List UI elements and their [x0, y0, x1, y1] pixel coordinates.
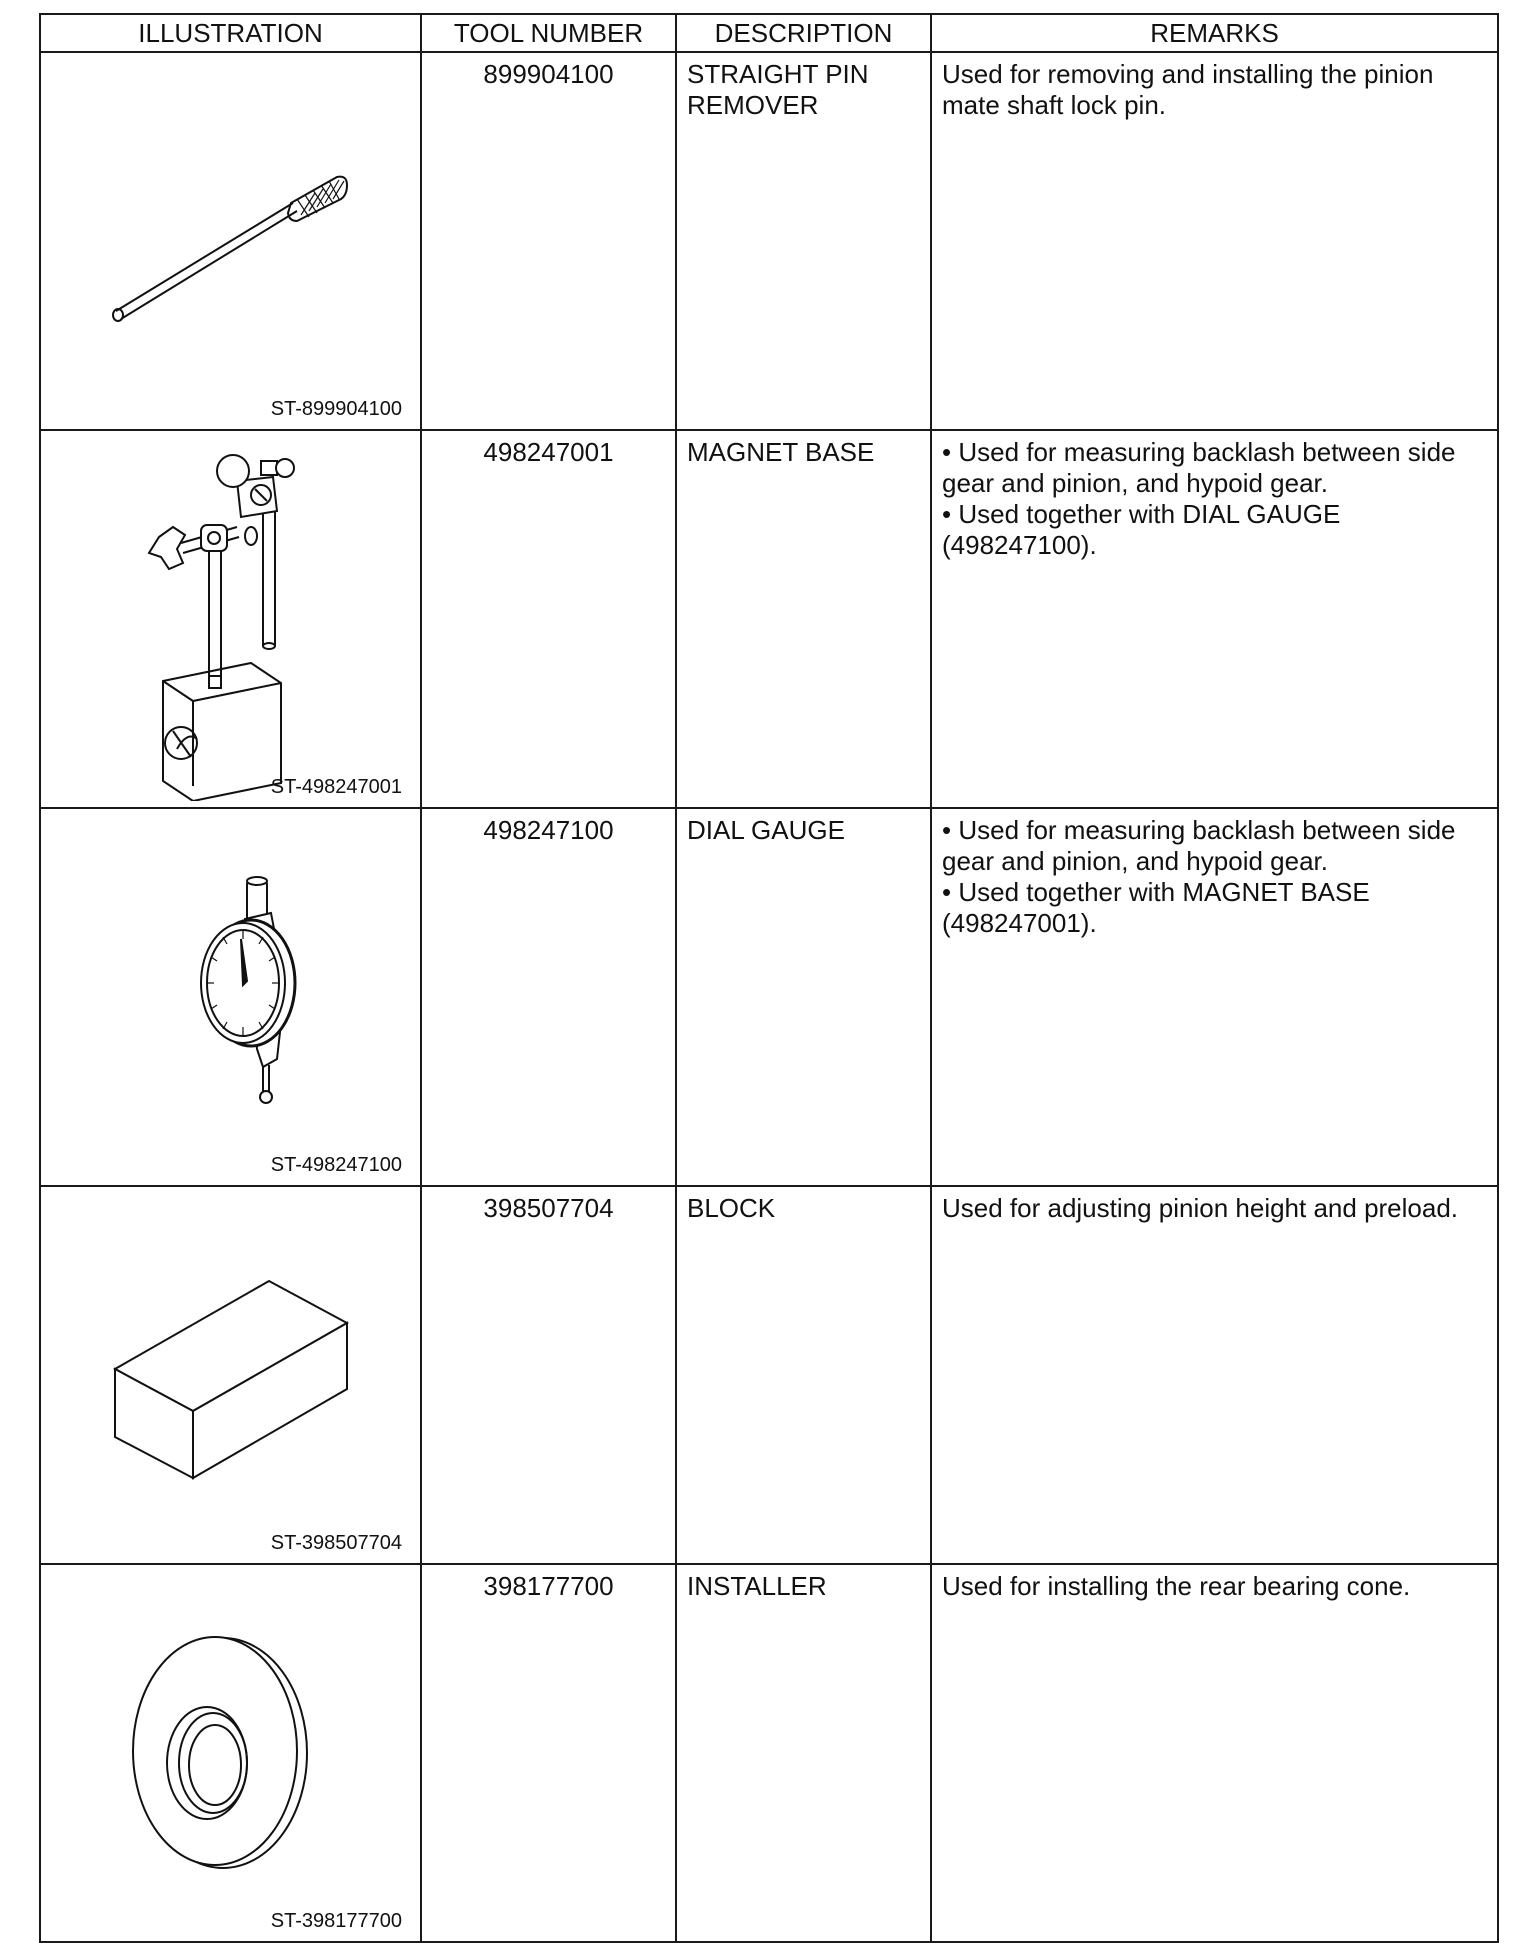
tool-number: 899904100: [421, 52, 676, 430]
tool-remarks: [931, 808, 1498, 1186]
magnet-base-icon: [41, 431, 422, 801]
illustration-caption: ST-398177700: [270, 1910, 402, 1932]
illustration-cell: [40, 52, 421, 430]
illustration-cell: [40, 1564, 421, 1942]
table-row: [40, 1564, 1498, 1942]
tool-number: 398507704: [421, 1186, 676, 1564]
tool-description: INSTALLER: [676, 1564, 931, 1942]
header-illustration: ILLUSTRATION: [40, 14, 421, 52]
remark-line: • Used together with MAGNET BASE (498247001).: [942, 877, 1370, 938]
tool-description: STRAIGHT PIN REMOVER: [676, 52, 931, 430]
tool-description: MAGNET BASE: [676, 430, 931, 808]
table-header-row: [40, 14, 1498, 52]
tool-description: BLOCK: [676, 1186, 931, 1564]
illustration-caption: ST-398507704: [270, 1532, 402, 1554]
special-tools-table: [39, 13, 1499, 1943]
tool-number: 498247100: [421, 808, 676, 1186]
tool-remarks: [931, 52, 1498, 430]
remark-line: Used for installing the rear bearing cone.: [942, 1571, 1411, 1601]
illustration-caption: ST-498247001: [270, 776, 402, 798]
dial-gauge-icon: [41, 809, 422, 1179]
block-icon: [41, 1187, 422, 1557]
remark-line: Used for adjusting pinion height and preload.: [942, 1193, 1459, 1223]
tool-remarks: [931, 430, 1498, 808]
tool-number: 498247001: [421, 430, 676, 808]
table-row: [40, 430, 1498, 808]
straight-pin-remover-icon: [41, 53, 422, 423]
tool-remarks: [931, 1186, 1498, 1564]
illustration-cell: [40, 808, 421, 1186]
header-description: DESCRIPTION: [676, 14, 931, 52]
table-row: [40, 1186, 1498, 1564]
illustration-cell: [40, 1186, 421, 1564]
remark-line: • Used together with DIAL GAUGE (498247100).: [942, 499, 1341, 560]
tool-description: DIAL GAUGE: [676, 808, 931, 1186]
remark-line: • Used for measuring backlash between side gear and pinion, and hypoid gear.: [942, 437, 1456, 498]
illustration-caption: ST-899904100: [270, 398, 402, 420]
remark-line: Used for removing and installing the pinion mate shaft lock pin.: [942, 59, 1434, 120]
installer-icon: [41, 1565, 422, 1935]
header-remarks: REMARKS: [931, 14, 1498, 52]
illustration-cell: [40, 430, 421, 808]
header-tool-number: TOOL NUMBER: [421, 14, 676, 52]
tool-number: 398177700: [421, 1564, 676, 1942]
table-row: [40, 52, 1498, 430]
illustration-caption: ST-498247100: [270, 1154, 402, 1176]
table-row: [40, 808, 1498, 1186]
tool-remarks: [931, 1564, 1498, 1942]
remark-line: • Used for measuring backlash between side gear and pinion, and hypoid gear.: [942, 815, 1456, 876]
